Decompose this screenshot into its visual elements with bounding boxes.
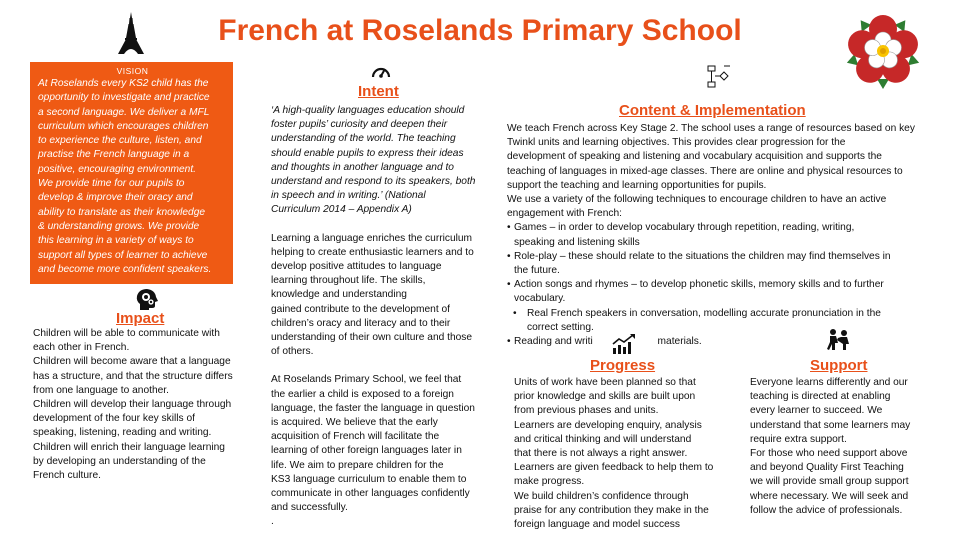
support-line: require extra support. (750, 433, 847, 445)
page-title: French at Roselands Primary School (218, 14, 742, 47)
vision-line: a second language. We deliver a MFL (38, 106, 210, 118)
impact-line: Children will become aware that a language (33, 356, 231, 368)
intent-line: life. We aim to prepare children for the (271, 459, 444, 471)
intent-quote-line: foster pupils’ curiosity and deepen their (271, 119, 448, 131)
intent-line: acquisition of French will facilitate the (271, 431, 440, 443)
progress-line: from previous phases and units. (514, 405, 659, 417)
vision-line: develop & improve their oracy and (38, 192, 193, 204)
intent-line: learning of other foreign languages later in (271, 445, 462, 457)
intent-line: children’s oracy and literacy and to their (271, 317, 451, 329)
support-text (750, 376, 950, 518)
vision-line: ability to translate as their knowledge (38, 206, 206, 218)
impact-line: each other in French. (33, 342, 130, 354)
intent-line: knowledge and understanding (271, 289, 407, 301)
progress-line: Learners are given feedback to help them to (514, 462, 714, 474)
intent-line: and successfully. (271, 502, 348, 514)
helping-hand-icon (826, 328, 852, 352)
intent-text (271, 104, 506, 530)
content-line: engagement with French: (507, 208, 622, 220)
intent-line: communicate in other languages confidently (271, 488, 470, 500)
support-line: follow the advice of professionals. (750, 504, 903, 516)
progress-line: Learners are developing enquiry, analysis (514, 419, 702, 431)
vision-line: & understanding grows. We provide (38, 220, 200, 232)
content-line: We teach French across Key Stage 2. The school uses a range of resources based on key (507, 123, 915, 134)
intent-line: understanding of their own culture and those (271, 332, 473, 344)
vision-heading: VISION (116, 66, 149, 76)
content-line: We use a variety of the following techniques to encourage children to have an active (507, 194, 887, 206)
impact-line: development of the four key skills of (33, 413, 195, 425)
support-line: every learner to succeed. We (750, 405, 883, 417)
intent-heading: Intent (358, 83, 399, 100)
intent-line: KS3 language curriculum to enable them to (271, 473, 467, 485)
support-line: teaching is directed at enabling (750, 391, 891, 403)
impact-line: from one language to another. (33, 384, 169, 396)
support-line: and beyond Quality First Teaching (750, 462, 904, 474)
intent-line: gained contribute to the development of (271, 303, 450, 315)
content-line: Twinkl units and learning objectives. This provides clear progression for the (507, 137, 846, 149)
intent-line: of others. (271, 346, 314, 358)
growth-chart-icon (611, 333, 637, 355)
head-gears-icon (135, 288, 159, 312)
list-item: • Real French speakers in conversation, modelling accurate pronunciation in the correct setting. (513, 307, 947, 335)
impact-line: Children will develop their language through (33, 399, 232, 411)
content-line: teaching of languages in mixed-age classes. There are online and physical resources to (507, 165, 903, 177)
progress-line: prior knowledge and skills are built upon (514, 391, 696, 403)
progress-line: praise for any contribution they make in the (514, 504, 709, 516)
speedometer-icon (371, 63, 391, 79)
vision-line: support all types of learner to achieve (38, 249, 208, 261)
support-line: where necessary. We will seek and (750, 490, 909, 502)
intent-quote-line: Curriculum 2014 – Appendix A) (271, 204, 412, 216)
impact-line: speaking, listening, reading and writing. (33, 427, 212, 439)
flowchart-icon (706, 64, 732, 90)
intent-line: is acquired. We believe that the early (271, 417, 438, 429)
vision-line: At Roselands every KS2 child has the (38, 78, 209, 89)
intent-quote (271, 104, 506, 218)
progress-line: We build children’s confidence through (514, 490, 689, 502)
progress-line: and critical thinking and will understand (514, 433, 692, 445)
intent-line: helping to create enthusiastic learners and to (271, 246, 474, 258)
impact-line: by developing an understanding of the (33, 455, 206, 467)
intent-line: At Roselands Primary School, we feel that (271, 374, 462, 386)
support-line: Everyone learns differently and our (750, 377, 908, 388)
content-line: development of speaking and listening and vocabulary acquisition and supports the (507, 151, 882, 163)
support-line: we will provide small group support (750, 476, 909, 488)
impact-text (33, 327, 255, 483)
intent-line: language, the faster the language in question (271, 402, 475, 414)
progress-line: that there is not always a right answer. (514, 448, 688, 460)
vision-line: curriculum which encourages children (38, 120, 209, 132)
vision-line: opportunity to investigate and practice (38, 92, 210, 104)
vision-line: this learning in a variety of ways to (38, 235, 194, 247)
list-item: • Games – in order to develop vocabulary through repetition, reading, writing, speaking and listening skills (507, 221, 947, 249)
list-item: • Action songs and rhymes – to develop phonetic skills, memory skills and to further vocabulary. (507, 278, 947, 306)
content-line: support the teaching and learning opportunities for pupils. (507, 179, 767, 191)
intent-line: Learning a language enriches the curriculum (271, 232, 473, 244)
vision-line: positive, encouraging environment. (38, 163, 197, 175)
intent-quote-line: understanding of the world. The teaching (271, 133, 456, 145)
support-heading: Support (810, 357, 868, 374)
tudor-rose-icon (842, 10, 924, 92)
intent-line: the earlier a child is exposed to a foreign (271, 388, 454, 400)
progress-line: Units of work have been planned so that (514, 377, 696, 388)
intent-line: develop positive attitudes to language (271, 261, 442, 273)
impact-line: has a structure, and that the structure differs (33, 370, 233, 382)
progress-text (514, 376, 742, 532)
intent-quote-line: understand and respond to its speakers, both (271, 176, 476, 188)
intent-quote-line: should enable pupils to express their ideas (271, 147, 464, 159)
vision-line: to experience the culture, listen, and (38, 135, 202, 147)
vision-line: and become more confident speakers. (38, 263, 212, 275)
impact-line: Children will be able to communicate with (33, 328, 220, 339)
list-item: • Role-play – these should relate to the situations the children may find themselves in the future. (507, 250, 947, 278)
content-text (507, 122, 947, 349)
impact-line: Children will enrich their language learning (33, 441, 225, 453)
intent-quote-line: and thoughts in another language and to (271, 161, 454, 173)
vision-line: We provide time for our pupils to (38, 178, 185, 190)
technique-list (507, 221, 947, 349)
impact-heading: Impact (116, 310, 165, 327)
vision-text (38, 77, 227, 277)
progress-heading: Progress (590, 357, 656, 374)
content-heading: Content & Implementation (619, 102, 806, 119)
support-line: For those who need support above (750, 448, 908, 460)
progress-line: make progress. (514, 476, 585, 488)
intent-line: learning throughout life. The skills, (271, 275, 426, 287)
eiffel-tower-icon (116, 12, 146, 54)
vision-panel (30, 62, 233, 284)
list-item: • Reading and writi materials. (507, 335, 947, 349)
vision-line: practise the French language in a (38, 149, 190, 161)
impact-line: French culture. (33, 470, 101, 482)
intent-quote-line: ‘A high-quality languages education should (271, 105, 465, 116)
intent-line: . (271, 516, 274, 528)
progress-line: foreign language and model success (514, 519, 680, 531)
intent-quote-line: in speech and in writing.’ (National (271, 190, 426, 202)
support-line: understand that some learners may (750, 419, 911, 431)
